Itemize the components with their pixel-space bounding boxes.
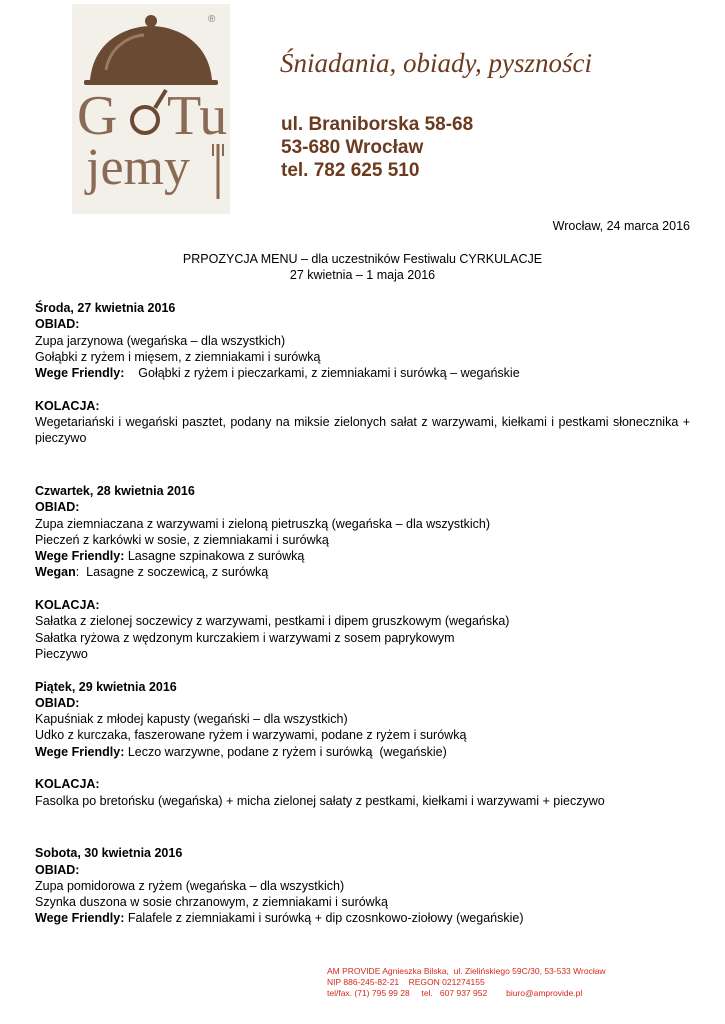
- day-heading: Sobota, 30 kwietnia 2016: [35, 846, 183, 861]
- menu-item: [35, 744, 690, 760]
- wege-friendly-label: Wege Friendly:: [35, 366, 125, 381]
- menu-item: Sałatka ryżowa z wędzonym kurczakiem i warzywami z sosem paprykowym: [35, 630, 455, 645]
- menu-item: [35, 548, 690, 564]
- menu-item: Wegetariański i wegański pasztet, podany na miksie zielonych sałat z warzywami, kiełkami i pestkami słonecznika + pieczywo: [35, 415, 690, 446]
- wege-friendly-label: Wege Friendly:: [35, 549, 125, 564]
- menu-item-text: Leczo warzywne, podane z ryżem i surówką (wegańskie): [124, 744, 447, 759]
- menu-item: [35, 727, 690, 743]
- menu-item-text: Falafele z ziemniakami i surówką + dip czosnkowo-ziołowy (wegańskie): [124, 911, 524, 926]
- registered-mark: ®: [208, 14, 216, 25]
- menu-content: [35, 300, 690, 927]
- footer: [327, 966, 606, 999]
- day-heading: Środa, 27 kwietnia 2016: [35, 301, 176, 315]
- kolacja-label: KOLACJA:: [35, 598, 100, 613]
- obiad-label: OBIAD:: [35, 862, 80, 877]
- menu-item-text: Gołąbki z ryżem i pieczarkami, z ziemniakami i surówką – wegańskie: [124, 366, 520, 381]
- obiad-label: OBIAD:: [35, 695, 80, 710]
- slogan: Śniadania, obiady, pyszności: [280, 48, 592, 78]
- menu-item: [35, 711, 690, 727]
- footer-tax-ids: NIP 886-245-82-21 REGON 021274155: [327, 977, 485, 987]
- menu-item: Fasolka po bretońsku (wegańska) + micha zielonej sałaty z pestkami, kiełkami i warzywami + pieczywo: [35, 793, 605, 808]
- gotujemy-logo: [72, 4, 230, 214]
- day-heading: Piątek, 29 kwietnia 2016: [35, 679, 177, 694]
- menu-dates: 27 kwietnia – 1 maja 2016: [289, 268, 436, 282]
- menu-item: [35, 532, 690, 548]
- menu-item-text: Udko z kurczaka, faszerowane ryżem i warzywami, podane z ryżem i surówką: [35, 728, 467, 743]
- menu-item-text: Gołąbki z ryżem i mięsem, z ziemniakami i surówką: [35, 349, 321, 364]
- menu-item: [35, 365, 690, 381]
- obiad-label: OBIAD:: [35, 500, 80, 515]
- menu-item-text: Zupa jarzynowa (wegańska – dla wszystkich): [35, 333, 286, 348]
- menu-item: [35, 349, 690, 365]
- menu-item: [35, 516, 690, 532]
- svg-text:G: G: [77, 85, 118, 147]
- menu-item-text: Kapuśniak z młodej kapusty (wegański – dla wszystkich): [35, 712, 348, 727]
- menu-item-text: Lasagne szpinakowa z surówką: [124, 549, 305, 564]
- menu-item: Sałatka z zielonej soczewicy z warzywami, pestkami i dipem gruszkowym (wegańska): [35, 614, 510, 629]
- wegan-label: Wegan: [35, 565, 76, 580]
- footer-company: AM PROVIDE Agnieszka Bilska, ul. Zielińskiego 59C/30, 53-533 Wrocław: [327, 966, 606, 976]
- document-date: Wrocław, 24 marca 2016: [552, 219, 690, 233]
- menu-item-text: Zupa ziemniaczana z warzywami i zieloną pietruszką (wegańska – dla wszystkich): [35, 516, 491, 531]
- svg-text:Tu: Tu: [167, 85, 228, 147]
- menu-item: [35, 894, 690, 910]
- wege-friendly-label: Wege Friendly:: [35, 744, 125, 759]
- day-heading: Czwartek, 28 kwietnia 2016: [35, 483, 195, 498]
- menu-item-text: Szynka duszona w sosie chrzanowym, z ziemniakami i surówką: [35, 895, 388, 910]
- menu-item-text: : Lasagne z soczewicą, z surówką: [75, 565, 269, 580]
- menu-item: [35, 878, 690, 894]
- phone-number: tel. 782 625 510: [281, 160, 420, 181]
- menu-item: [35, 333, 690, 349]
- menu-item-text: Zupa pomidorowa z ryżem (wegańska – dla wszystkich): [35, 878, 345, 893]
- kolacja-label: KOLACJA:: [35, 398, 100, 413]
- svg-text:jemy: jemy: [86, 139, 190, 196]
- menu-item: Pieczywo: [35, 646, 88, 661]
- address-street: ul. Braniborska 58-68: [281, 114, 474, 135]
- menu-title: PRPOZYCJA MENU – dla uczestników Festiwalu CYRKULACJE: [182, 252, 543, 266]
- menu-item: [35, 564, 690, 580]
- menu-item-text: Pieczeń z karkówki w sosie, z ziemniakami i surówką: [35, 532, 329, 547]
- obiad-label: OBIAD:: [35, 317, 80, 332]
- address-city: 53-680 Wrocław: [281, 137, 424, 158]
- kolacja-label: KOLACJA:: [35, 777, 100, 792]
- menu-item: [35, 910, 690, 926]
- footer-contact: tel/fax. (71) 795 99 28 tel. 607 937 952 biuro@amprovide.pl: [327, 988, 583, 998]
- wege-friendly-label: Wege Friendly:: [35, 911, 125, 926]
